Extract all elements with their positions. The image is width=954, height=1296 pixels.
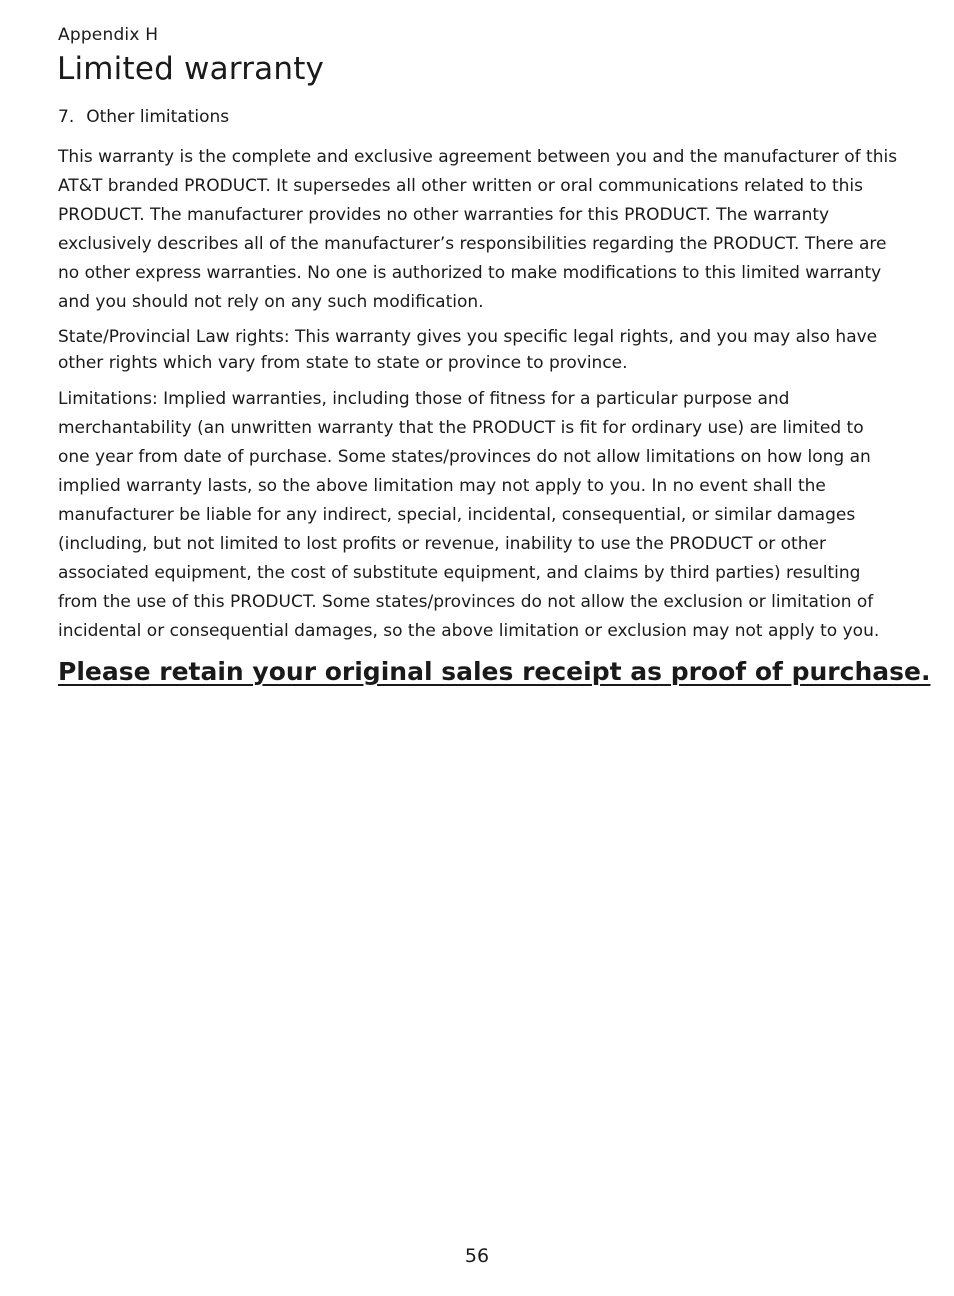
section-heading xyxy=(58,107,229,127)
paragraph-agreement: This warranty is the complete and exclusive agreement between you and the manufacturer of this AT&T branded PRODUCT. It supersedes all other written or oral communications related to this PRODUCT. The manufacturer provides no other warranties for this PRODUCT. The warranty exclusively describes all of the manufacturer’s responsibilities regarding the PRODUCT. There are no other express warranties. No one is authorized to make modifications to this limited warranty and you should not rely on any such modification. xyxy=(58,147,898,312)
page-title: Limited warranty xyxy=(57,51,325,87)
section-number: 7. xyxy=(58,107,75,127)
page-number: 56 xyxy=(464,1245,490,1267)
receipt-notice: Please retain your original sales receipt as proof of purchase. xyxy=(58,657,931,686)
paragraph-law-rights: State/Provincial Law rights: This warranty gives you specific legal rights, and you may also have other rights which vary from state to state or province to province. xyxy=(58,327,878,373)
section-title: Other limitations xyxy=(86,107,230,127)
paragraph-limitations: Limitations: Implied warranties, including those of fitness for a particular purpose and merchantability (an unwritten warranty that the PRODUCT is fit for ordinary use) are limited to one year from date of purchase. Some states/provinces do not allow limitations on how long an implied warranty lasts, so the above limitation may not apply to you. In no event shall the manufacturer be liable for any indirect, special, incidental, consequential, or similar damages (including, but not limited to lost profits or revenue, inability to use the PRODUCT or other associated equipment, the cost of substitute equipment, and claims by third parties) resulting from the use of this PRODUCT. Some states/provinces do not allow the exclusion or limitation of incidental or consequential damages, so the above limitation or exclusion may not apply to you. xyxy=(58,389,880,641)
appendix-label: Appendix H xyxy=(58,25,159,45)
